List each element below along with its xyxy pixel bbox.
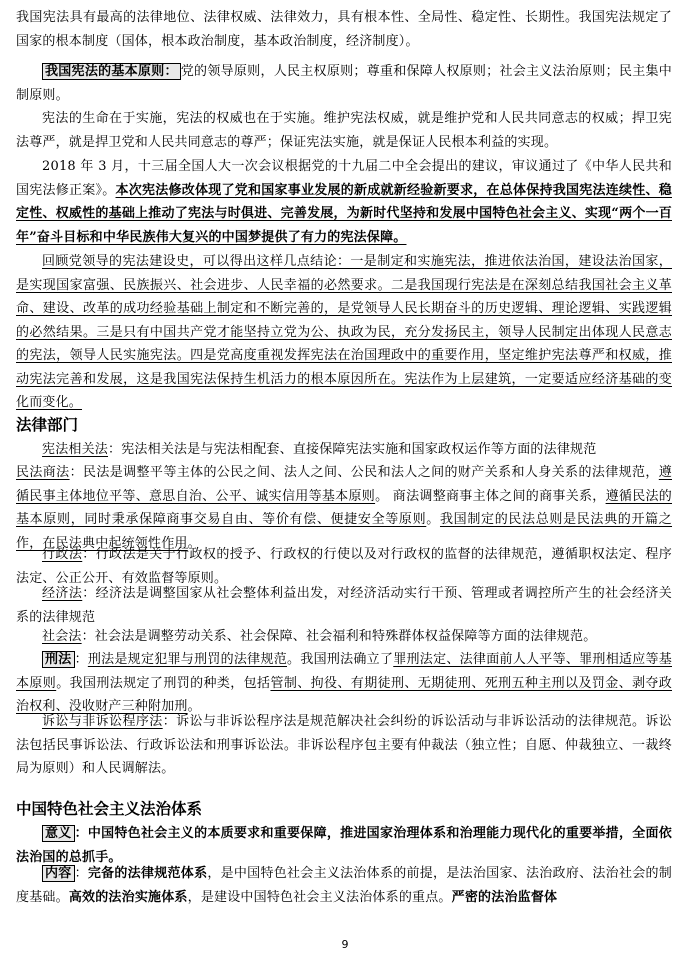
paragraph-content: 内容 ：完备的法律规范体系，是中国特色社会主义法治体系的前提，是法治国家、法治政府、法治社会的制度基础。高效的法治实施体系，是建设中国特色社会主义法治体系的重点。严密的法治监督体 [16,866,672,905]
paragraph-constitution-related-law: 宪法相关法：宪法相关法是与宪法相配套、直接保障宪法实施和国家政权运作等方面的法律规范 [42,442,597,457]
paragraph-constitution-status: 我国宪法具有最高的法律地位、法律权威、法律效力，具有根本性、全局性、稳定性、长期性。我国宪法规定了国家的根本制度（国体，根本政治制度，基本政治制度，经济制度）。 [16,10,672,49]
paragraph-criminal-law: 刑法 ：刑法是规定犯罪与刑罚的法律规范。我国刑法确立了罪刑法定、法律面前人人平等、罪刑相适应等基本原则。我国刑法规定了刑罚的种类，包括管制、拘役、有期徒刑、无期徒刑、死刑五种主刑以及罚金、剥夺政治权利、没收财产三种附加刑。 [16,652,672,714]
content-label: 内容 [42,865,75,882]
criminal-law-label: 刑法 [42,651,75,668]
paragraph-economic-law: 经济法：经济法是调整国家从社会整体利益出发，对经济活动实行干预、管理或者调控所产生的社会经济关系的法律规范 [16,586,672,625]
heading-rule-of-law-system: 中国特色社会主义法治体系 [16,800,203,818]
paragraph-basic-principles: 我国宪法的基本原则： 党的领导原则，人民主权原则；尊重和保障人权原则；社会主义法治原则；民主集中制原则。 [16,64,672,103]
paragraph-2018-amendment: 2018 年 3 月，十三届全国人大一次会议根据党的十九届二中全会提出的建议，审议通过了《中华人民共和国宪法修正案》。本次宪法修改体现了党和国家事业发展的新成就新经验新要求，在总体保持我国宪法连续性、稳定性、权威性的基础上推动了宪法与时俱进、完善发展，为新时代坚持和发展中国特色社会主义、实现“两个一百年”奋斗目标和中华民族伟大复兴的中国梦提供了有力的宪法保障。 [16,159,672,245]
paragraph-civil-commercial-law: 民法商法：民法是调整平等主体的公民之间、法人之间、公民和法人之间的财产关系和人身关系的法律规范，遵循民事主体地位平等、意思自治、公平、诚实信用等基本原则。 商法调整商事主体之间的商事关系，遵循民法的基本原则，同时秉承保障商事交易自由、等价有偿、便捷安全等原则。我国制定的民法总则是民法典的开篇之作，在民法典中起统领性作用。 [16,465,673,551]
paragraph-social-law: 社会法：社会法是调整劳动关系、社会保障、社会福利和特殊群体权益保障等方面的法律规范。 [42,629,597,644]
basic-principles-label: 我国宪法的基本原则： [42,63,181,80]
significance-label: 意义 [42,825,75,842]
paragraph-significance: 意义 ：中国特色社会主义的本质要求和重要保障，推进国家治理体系和治理能力现代化的重要举措，全面依法治国的总抓手。 [16,826,672,865]
paragraph-procedural-law: 诉讼与非诉讼程序法：诉讼与非诉讼程序法是规范解决社会纠纷的诉讼活动与非诉讼活动的法律规范。诉讼法包括民事诉讼法、行政诉讼法和刑事诉讼法。非诉讼程序包主要有仲裁法（独立性；自愿、仲裁独立、一裁终局为原则）和人民调解法。 [16,714,672,776]
heading-legal-departments: 法律部门 [16,416,79,434]
page-number: 9 [341,938,349,951]
amendment-significance: 本次宪法修改体现了党和国家事业发展的新成就新经验新要求，在总体保持我国宪法连续性、稳定性、权威性的基础上推动了宪法与时俱进、完善发展，为新时代坚持和发展中国特色社会主义、实现“两个一百年”奋斗目标和中华民族伟大复兴的中国梦提供了有力的宪法保障。 [16,182,672,245]
paragraph-conclusions: 回顾党领导的宪法建设史，可以得出这样几点结论：一是制定和实施宪法，推进依法治国，建设法治国家，是实现国家富强、民族振兴、社会进步、人民幸福的必然要求。二是我国现行宪法是在深刻总结我国社会主义革命、建设、改革的成功经验基础上制定和不断完善的，是党领导人民长期奋斗的历史逻辑、理论逻辑、实践逻辑的必然结果。三是只有中国共产党才能坚持立党为公、执政为民，充分发扬民主，领导人民制定出体现人民意志的宪法，领导人民实施宪法。四是党高度重视发挥宪法在治国理政中的重要作用，坚定维护宪法尊严和权威，推动宪法完善和发展，这是我国宪法保持生机活力的根本原因所在。宪法作为上层建筑，一定要适应经济基础的变化而变化。 [16,254,672,410]
paragraph-administrative-law: 行政法：行政法是关于行政权的授予、行政权的行使以及对行政权的监督的法律规范，遵循职权法定、程序法定、公正公开、有效监督等原则。 [16,547,672,586]
paragraph-constitution-implementation: 宪法的生命在于实施，宪法的权威也在于实施。维护宪法权威，就是维护党和人民共同意志的权威；捍卫宪法尊严，就是捍卫党和人民共同意志的尊严；保证宪法实施，就是保证人民根本利益的实现。 [16,111,672,150]
